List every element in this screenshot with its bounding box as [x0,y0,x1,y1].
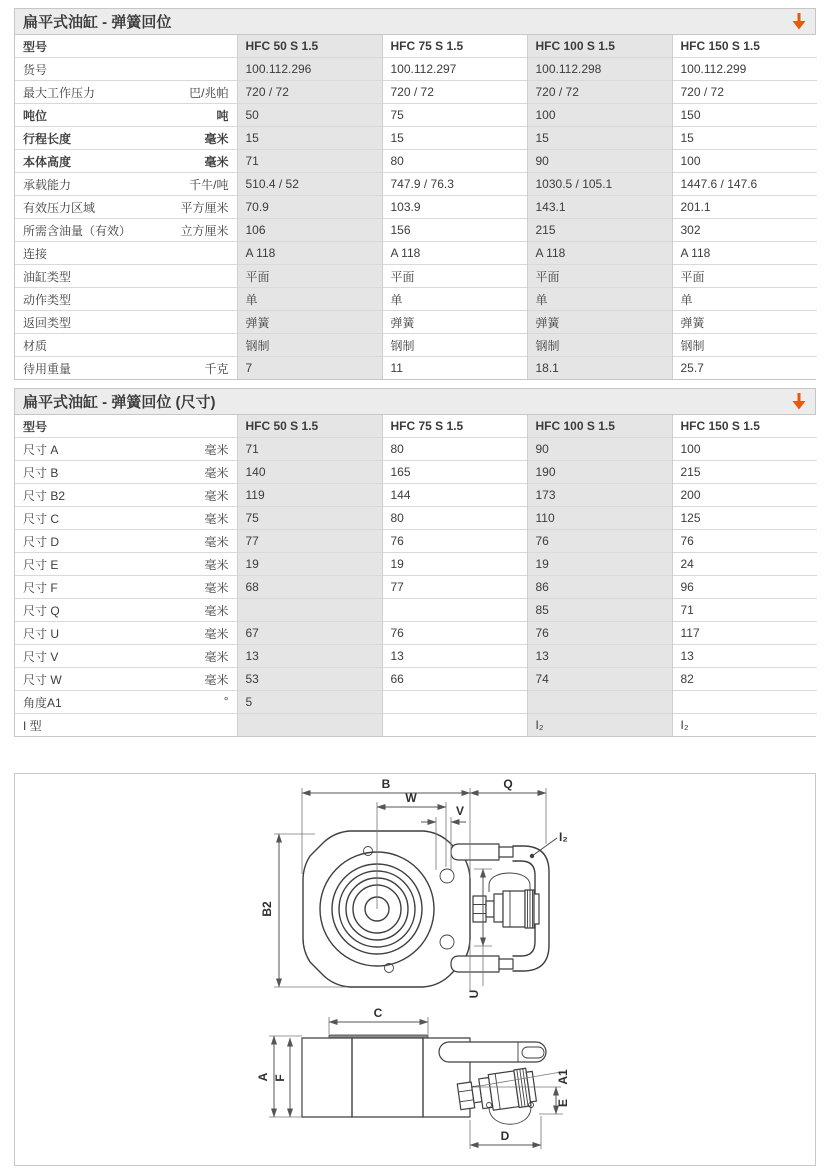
row-label: 材质 [23,338,48,353]
row-unit: 毫米 [204,465,229,480]
row-label-cell [15,691,237,714]
value-cell: 96 [672,576,817,599]
row-label-cell [15,357,237,380]
dim-label-a1: A1 [556,1069,570,1085]
spec-table [15,35,817,379]
value-cell: 215 [672,461,817,484]
dim-label-c: C [373,1006,383,1020]
value-cell: 90 [527,438,672,461]
row-label: 连接 [23,246,48,261]
value-cell: 720 / 72 [672,81,817,104]
row-unit: 毫米 [204,442,229,457]
row-label-cell [15,599,237,622]
row-label: I 型 [23,718,42,733]
row-unit: 毫米 [204,534,229,549]
spec-row [15,507,817,530]
row-label-cell [15,622,237,645]
row-label: 尺寸 C [23,511,60,526]
value-cell: 弹簧 [672,311,817,334]
value-cell: 18.1 [527,357,672,380]
row-label: 吨位 [23,108,48,123]
spec-row [15,530,817,553]
value-cell: 13 [527,645,672,668]
dim-label-b2: B2 [260,901,274,917]
value-cell: A 118 [237,242,382,265]
value-cell: 77 [237,530,382,553]
spec-row [15,150,817,173]
value-cell: 11 [382,357,527,380]
value-cell: 100 [672,150,817,173]
row-label-cell [15,645,237,668]
row-label: 所需含油量（有效） [23,223,132,238]
row-label-cell [15,288,237,311]
section-header [15,9,815,35]
value-cell: 50 [237,104,382,127]
value-cell: 100.112.298 [527,58,672,81]
row-unit: 毫米 [204,511,229,526]
value-cell: 弹簧 [237,311,382,334]
row-unit: 毫米 [204,488,229,503]
spec-row [15,691,817,714]
value-cell: 钢制 [237,334,382,357]
value-cell: 117 [672,622,817,645]
dim-label-v: V [455,804,465,818]
value-cell: 80 [382,438,527,461]
value-cell [382,599,527,622]
value-cell: 106 [237,219,382,242]
value-cell: 平面 [672,265,817,288]
value-cell: 66 [382,668,527,691]
row-label-cell [15,219,237,242]
value-cell: 125 [672,507,817,530]
dim-label-a: A [256,1072,270,1082]
value-cell: 7 [237,357,382,380]
value-cell: 71 [672,599,817,622]
row-label-cell [15,668,237,691]
value-cell: 70.9 [237,196,382,219]
value-cell: 15 [382,127,527,150]
value-cell: 82 [672,668,817,691]
hydraulic-coupler-top-view [503,891,525,927]
row-unit: 千克 [204,361,229,376]
spec-row [15,173,817,196]
value-cell: 201.1 [672,196,817,219]
row-label-cell [15,576,237,599]
dim-label-f: F [273,1074,287,1082]
value-cell: 钢制 [382,334,527,357]
value-cell [237,714,382,737]
value-cell: 67 [237,622,382,645]
value-cell: 100.112.296 [237,58,382,81]
download-arrow-icon[interactable] [791,12,807,31]
row-unit: 毫米 [204,649,229,664]
value-cell: 单 [382,288,527,311]
value-cell: 190 [527,461,672,484]
table-header-row [15,35,817,58]
value-cell: 103.9 [382,196,527,219]
value-cell [382,714,527,737]
value-cell [237,599,382,622]
column-header: HFC 75 S 1.5 [382,415,527,438]
value-cell: 71 [237,150,382,173]
row-label: 货号 [23,62,48,77]
row-label-cell [15,150,237,173]
value-cell: 77 [382,576,527,599]
cylinder-body-top-view [303,831,470,987]
value-cell: 100.112.297 [382,58,527,81]
value-cell: 302 [672,219,817,242]
row-label: 有效压力区域 [23,200,96,215]
value-cell: 19 [382,553,527,576]
model-header-cell: 型号 [23,39,48,54]
spec-row [15,553,817,576]
dim-label-u: U [467,989,481,999]
value-cell: 单 [237,288,382,311]
row-label-cell [15,530,237,553]
spec-row [15,242,817,265]
column-header: HFC 150 S 1.5 [672,35,817,58]
value-cell [672,691,817,714]
value-cell: 76 [527,622,672,645]
row-unit: 吨 [216,108,229,123]
row-label-cell [15,553,237,576]
spec-row [15,668,817,691]
value-cell: 100.112.299 [672,58,817,81]
dim-label-q: Q [503,777,513,791]
value-cell: 200 [672,484,817,507]
value-cell: A 118 [382,242,527,265]
row-unit: 毫米 [204,131,229,146]
row-label-cell [15,81,237,104]
value-cell: 85 [527,599,672,622]
row-label: 动作类型 [23,292,72,307]
row-label: 尺寸 W [23,672,62,687]
dim-label-e: E [556,1098,570,1108]
dim-label-b: B [381,777,391,791]
value-cell: 5 [237,691,382,714]
value-cell: 74 [527,668,672,691]
spec-row [15,461,817,484]
row-label-cell [15,507,237,530]
value-cell: 90 [527,150,672,173]
spec-row [15,645,817,668]
value-cell: 144 [382,484,527,507]
spec-row [15,104,817,127]
row-label: 尺寸 B [23,465,59,480]
value-cell: 钢制 [672,334,817,357]
row-label: 尺寸 E [23,557,59,572]
row-label-cell [15,714,237,737]
row-label-cell [15,438,237,461]
value-cell: 19 [527,553,672,576]
value-cell: 100 [527,104,672,127]
value-cell: 720 / 72 [527,81,672,104]
row-label-cell [15,173,237,196]
row-unit: 毫米 [204,672,229,687]
value-cell: 单 [527,288,672,311]
row-unit: 毫米 [204,626,229,641]
spec-row [15,714,817,737]
value-cell: 弹簧 [527,311,672,334]
dim-label-d: D [500,1129,510,1143]
row-label: 角度A1 [23,695,62,710]
column-header: HFC 75 S 1.5 [382,35,527,58]
row-unit: 平方厘米 [180,200,229,215]
value-cell: 215 [527,219,672,242]
spec-row [15,357,817,380]
row-label-cell [15,58,237,81]
row-label: 尺寸 B2 [23,488,66,503]
spec-row [15,622,817,645]
section-header [15,389,815,415]
value-cell: 15 [527,127,672,150]
spec-row [15,196,817,219]
row-unit: 毫米 [204,580,229,595]
row-label: 待用重量 [23,361,72,376]
row-label: 尺寸 D [23,534,60,549]
row-unit: 毫米 [204,603,229,618]
row-label-cell [15,104,237,127]
value-cell: 15 [672,127,817,150]
value-cell: 平面 [237,265,382,288]
spec-row [15,311,817,334]
model-header-cell: 型号 [23,419,48,434]
row-label: 尺寸 V [23,649,59,664]
row-label-cell [15,196,237,219]
row-unit: 巴/兆帕 [189,85,229,100]
dim-label-w: W [405,791,417,805]
value-cell: 53 [237,668,382,691]
row-label: 尺寸 U [23,626,60,641]
column-header: HFC 50 S 1.5 [237,415,382,438]
spec-section [14,8,816,380]
value-cell [382,691,527,714]
value-cell: 119 [237,484,382,507]
row-label-cell [15,334,237,357]
row-unit: 立方厘米 [180,223,229,238]
row-label-cell [15,484,237,507]
value-cell: 110 [527,507,672,530]
value-cell: 76 [527,530,672,553]
row-label: 行程长度 [23,131,72,146]
value-cell: 25.7 [672,357,817,380]
value-cell: 钢制 [527,334,672,357]
table-header-row [15,415,817,438]
value-cell: 13 [237,645,382,668]
value-cell: 80 [382,150,527,173]
value-cell: 68 [237,576,382,599]
row-label-cell [15,127,237,150]
row-label: 尺寸 A [23,442,59,457]
column-header: HFC 100 S 1.5 [527,415,672,438]
value-cell: 平面 [382,265,527,288]
value-cell: 76 [672,530,817,553]
section-title: 扁平式油缸 - 弹簧回位 [23,14,172,31]
value-cell: 86 [527,576,672,599]
section-title: 扁平式油缸 - 弹簧回位 (尺寸) [23,394,216,411]
row-unit: 千牛/吨 [189,177,229,192]
spec-row [15,127,817,150]
value-cell: 75 [382,104,527,127]
value-cell: I₂ [672,714,817,737]
spec-row [15,334,817,357]
value-cell: 24 [672,553,817,576]
spec-row [15,438,817,461]
row-label-cell [15,265,237,288]
row-label-cell [15,311,237,334]
value-cell: 1030.5 / 105.1 [527,173,672,196]
dimensions-table [15,415,817,736]
spec-row [15,576,817,599]
spec-row [15,219,817,242]
value-cell: 100 [672,438,817,461]
value-cell: 平面 [527,265,672,288]
value-cell: 76 [382,530,527,553]
row-label: 本体高度 [23,154,72,169]
row-unit: 毫米 [204,557,229,572]
value-cell: 19 [237,553,382,576]
row-label: 油缸类型 [23,269,72,284]
row-label: 承载能力 [23,177,72,192]
carry-handle-side-view [439,1042,546,1062]
value-cell: 156 [382,219,527,242]
value-cell: 510.4 / 52 [237,173,382,196]
row-label-cell [15,461,237,484]
value-cell: 76 [382,622,527,645]
row-label: 尺寸 F [23,580,58,595]
value-cell: 165 [382,461,527,484]
spec-row [15,58,817,81]
value-cell: 13 [382,645,527,668]
value-cell: A 118 [527,242,672,265]
value-cell: 1447.6 / 147.6 [672,173,817,196]
spec-row [15,599,817,622]
row-label: 尺寸 Q [23,603,60,618]
row-unit: 毫米 [204,154,229,169]
value-cell: A 118 [672,242,817,265]
technical-drawing-box [14,773,816,1166]
value-cell: 71 [237,438,382,461]
value-cell: 720 / 72 [382,81,527,104]
value-cell: 15 [237,127,382,150]
column-header: HFC 150 S 1.5 [672,415,817,438]
dimensions-section [14,388,816,737]
value-cell: 140 [237,461,382,484]
value-cell: 747.9 / 76.3 [382,173,527,196]
value-cell: 13 [672,645,817,668]
row-label: 最大工作压力 [23,85,96,100]
spec-row [15,81,817,104]
value-cell: 75 [237,507,382,530]
value-cell: 173 [527,484,672,507]
spec-row [15,484,817,507]
row-label-cell [15,242,237,265]
value-cell: 150 [672,104,817,127]
value-cell: I₂ [527,714,672,737]
spec-row [15,288,817,311]
download-arrow-icon[interactable] [791,392,807,411]
dim-label-i2: I₂ [559,830,568,844]
row-unit: ° [223,693,229,708]
row-label: 返回类型 [23,315,72,330]
column-header: HFC 50 S 1.5 [237,35,382,58]
value-cell: 单 [672,288,817,311]
value-cell: 143.1 [527,196,672,219]
value-cell: 80 [382,507,527,530]
value-cell [527,691,672,714]
column-header: HFC 100 S 1.5 [527,35,672,58]
spec-row [15,265,817,288]
value-cell: 弹簧 [382,311,527,334]
technical-drawing [15,774,815,1165]
value-cell: 720 / 72 [237,81,382,104]
